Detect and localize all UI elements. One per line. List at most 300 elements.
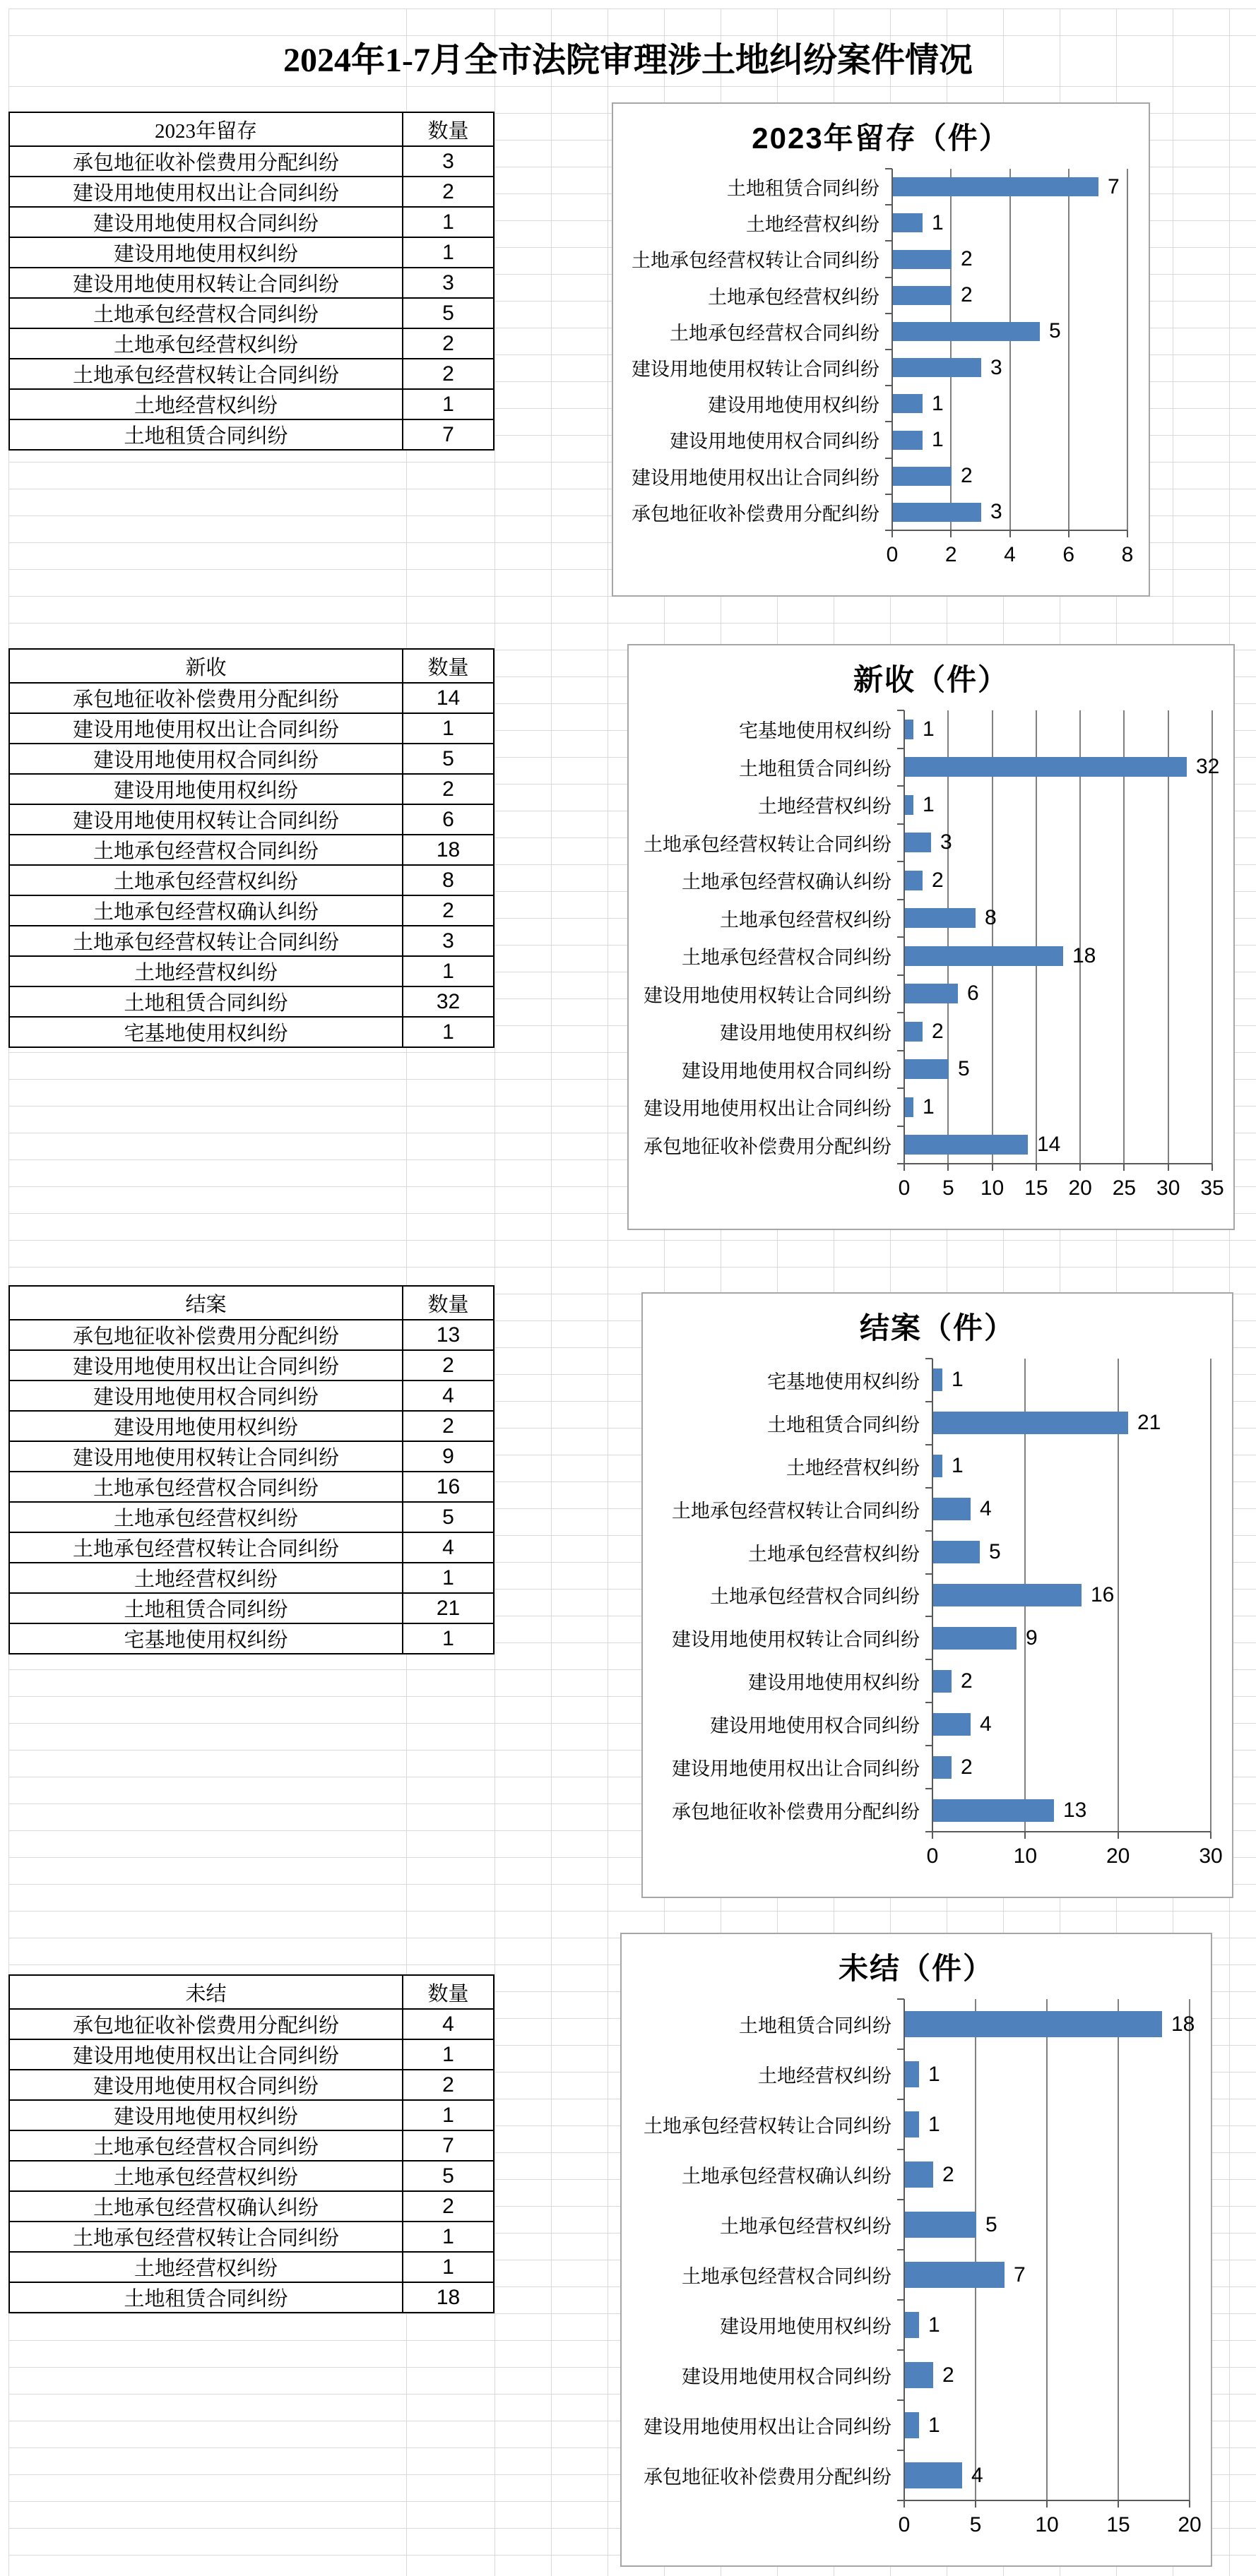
category-axis-tick	[885, 458, 892, 459]
case-type-cell[interactable]: 建设用地使用权合同纠纷	[9, 207, 403, 237]
x-axis-tick-label: 6	[1062, 543, 1075, 566]
category-label: 承包地征收补偿费用分配纠纷	[672, 1801, 920, 1823]
table-row	[9, 2039, 494, 2070]
category-axis-tick	[897, 2299, 904, 2301]
category-axis-tick	[925, 1358, 932, 1359]
bar[interactable]	[893, 467, 952, 486]
count-cell[interactable]: 1	[403, 956, 494, 986]
chart-title: 2023年留存（件）	[752, 121, 1010, 155]
bar-value-label: 2	[942, 2363, 954, 2387]
category-axis-tick	[897, 936, 904, 938]
category-label: 土地经营权纠纷	[786, 1457, 920, 1479]
x-axis-line	[892, 530, 1127, 531]
bar-value-label: 6	[967, 982, 979, 1006]
category-axis-tick	[897, 748, 904, 749]
bar-value-label: 3	[990, 355, 1002, 379]
bar[interactable]	[905, 2412, 919, 2438]
bar[interactable]	[933, 1368, 942, 1391]
bar[interactable]	[933, 1799, 1054, 1822]
bar[interactable]	[905, 984, 958, 1003]
x-axis-tick	[1118, 1832, 1119, 1839]
count-cell[interactable]: 4	[403, 1381, 494, 1411]
case-type-cell[interactable]: 土地承包经营权纠纷	[9, 1502, 403, 1532]
count-cell[interactable]: 4	[403, 2009, 494, 2039]
category-label: 承包地征收补偿费用分配纠纷	[644, 1135, 891, 1157]
x-axis-tick-label: 4	[1004, 543, 1016, 566]
bar-value-label: 1	[928, 2112, 940, 2136]
x-axis-tick	[1118, 2500, 1119, 2508]
bar[interactable]	[893, 250, 952, 269]
x-axis-tick	[1210, 1832, 1211, 1839]
bar[interactable]	[893, 394, 923, 413]
x-axis-tick-label: 25	[1112, 1176, 1137, 1200]
case-count-table	[8, 112, 494, 451]
count-header-cell[interactable]: 数量	[403, 112, 494, 146]
case-type-cell[interactable]: 建设用地使用权出让合同纠纷	[9, 2039, 403, 2070]
bar[interactable]	[905, 2362, 933, 2388]
case-type-cell[interactable]: 土地经营权纠纷	[9, 2252, 403, 2282]
category-axis-tick	[885, 385, 892, 386]
count-cell[interactable]: 3	[403, 268, 494, 298]
case-type-cell[interactable]: 建设用地使用权转让合同纠纷	[9, 1441, 403, 1472]
case-type-cell[interactable]: 建设用地使用权出让合同纠纷	[9, 713, 403, 744]
bar[interactable]	[905, 908, 976, 928]
count-cell[interactable]: 16	[403, 1472, 494, 1502]
bar[interactable]	[905, 2011, 1162, 2037]
case-type-cell[interactable]: 建设用地使用权转让合同纠纷	[9, 268, 403, 298]
count-cell[interactable]: 18	[403, 835, 494, 865]
bar[interactable]	[905, 2262, 1005, 2288]
category-axis-tick	[897, 1163, 904, 1164]
x-axis-tick-label: 0	[898, 1176, 911, 1200]
grid-vline	[494, 8, 495, 2576]
case-type-cell[interactable]: 建设用地使用权纠纷	[9, 1411, 403, 1441]
case-type-cell[interactable]: 宅基地使用权纠纷	[9, 1017, 403, 1047]
case-type-cell[interactable]: 土地承包经营权确认纠纷	[9, 895, 403, 926]
bar[interactable]	[933, 1498, 971, 1520]
table-row	[9, 1017, 494, 1047]
chart-new-cases[interactable]	[627, 644, 1235, 1230]
bar[interactable]	[933, 1455, 942, 1477]
category-axis-tick	[897, 1012, 904, 1013]
case-type-cell[interactable]: 建设用地使用权纠纷	[9, 237, 403, 268]
table-row	[9, 2100, 494, 2130]
table-row	[9, 774, 494, 804]
bar[interactable]	[905, 1059, 949, 1079]
count-cell[interactable]: 1	[403, 237, 494, 268]
table-row	[9, 2130, 494, 2161]
table-row	[9, 1350, 494, 1381]
category-axis-tick	[885, 530, 892, 531]
x-axis-tick	[1009, 530, 1011, 537]
count-cell[interactable]: 1	[403, 1623, 494, 1654]
category-label: 土地经营权纠纷	[758, 796, 891, 818]
x-axis-tick	[891, 530, 893, 537]
grid-hline	[8, 1911, 1256, 1912]
bar-value-label: 18	[1171, 2012, 1195, 2036]
table-row	[9, 2009, 494, 2039]
table-row	[9, 419, 494, 450]
category-axis-tick	[897, 785, 904, 787]
table-2023-leftover	[8, 112, 494, 451]
count-cell[interactable]: 14	[403, 683, 494, 713]
bar-value-label: 2	[932, 868, 944, 892]
category-axis-tick	[885, 313, 892, 314]
count-header-cell[interactable]: 数量	[403, 1286, 494, 1320]
case-type-cell[interactable]: 宅基地使用权纠纷	[9, 1623, 403, 1654]
chart-closed-cases[interactable]	[641, 1292, 1233, 1898]
x-axis-tick-label: 15	[1106, 2513, 1130, 2536]
table-row	[9, 865, 494, 895]
category-label: 土地承包经营权转让合同纠纷	[644, 2116, 891, 2137]
case-type-cell[interactable]: 土地承包经营权合同纠纷	[9, 2130, 403, 2161]
case-type-cell[interactable]: 承包地征收补偿费用分配纠纷	[9, 146, 403, 177]
case-type-cell[interactable]: 建设用地使用权合同纠纷	[9, 1381, 403, 1411]
bar-value-label: 1	[928, 2313, 940, 2337]
count-cell[interactable]: 13	[403, 1320, 494, 1350]
table-row	[9, 2222, 494, 2252]
case-type-cell[interactable]: 土地租赁合同纠纷	[9, 419, 403, 450]
table-row	[9, 1502, 494, 1532]
bar-value-label: 4	[971, 2463, 983, 2487]
case-type-cell[interactable]: 建设用地使用权转让合同纠纷	[9, 804, 403, 835]
bar[interactable]	[933, 1713, 971, 1736]
table-row	[9, 1381, 494, 1411]
table-pending-cases	[8, 1974, 494, 2313]
table-row	[9, 207, 494, 237]
category-axis-tick	[897, 2399, 904, 2401]
bar-value-label: 5	[1049, 319, 1061, 343]
case-type-cell[interactable]: 土地承包经营权合同纠纷	[9, 298, 403, 328]
category-label: 宅基地使用权纠纷	[767, 1371, 920, 1393]
bar[interactable]	[905, 2462, 962, 2488]
chart-title: 新收（件）	[853, 663, 1009, 696]
count-cell[interactable]: 9	[403, 1441, 494, 1472]
category-label: 建设用地使用权纠纷	[720, 1022, 891, 1044]
x-axis-tick-label: 10	[1035, 2513, 1059, 2536]
bar[interactable]	[905, 2161, 933, 2188]
count-cell[interactable]: 2	[403, 895, 494, 926]
category-axis-tick	[885, 421, 892, 422]
bar-value-label: 18	[1072, 943, 1096, 967]
table-row	[9, 683, 494, 713]
table-row	[9, 268, 494, 298]
table-row	[9, 177, 494, 207]
table-row	[9, 389, 494, 419]
count-cell[interactable]: 2	[403, 2070, 494, 2100]
count-cell[interactable]: 5	[403, 2161, 494, 2191]
chart-gridline	[1036, 710, 1037, 1164]
x-axis-tick-label: 20	[1068, 1176, 1092, 1200]
bar-value-label: 3	[940, 830, 952, 854]
bar-value-label: 2	[961, 283, 973, 307]
case-count-table	[8, 1285, 494, 1654]
case-type-cell[interactable]: 土地承包经营权转让合同纠纷	[9, 926, 403, 956]
bar-value-label: 2	[961, 246, 973, 270]
count-cell[interactable]: 1	[403, 2222, 494, 2252]
case-type-cell[interactable]: 土地租赁合同纠纷	[9, 986, 403, 1017]
table-row	[9, 359, 494, 389]
bar-value-label: 5	[958, 1057, 970, 1081]
case-type-cell[interactable]: 土地承包经营权转让合同纠纷	[9, 359, 403, 389]
bar[interactable]	[905, 2212, 976, 2238]
bar[interactable]	[905, 1022, 923, 1042]
x-axis-tick-label: 30	[1156, 1176, 1180, 1200]
bar-value-label: 1	[928, 2062, 940, 2086]
category-axis-tick	[897, 710, 904, 711]
bar[interactable]	[893, 358, 981, 377]
case-type-cell[interactable]: 建设用地使用权纠纷	[9, 774, 403, 804]
chart-gridline	[1168, 710, 1169, 1164]
bar-value-label: 3	[990, 500, 1002, 524]
x-axis-tick	[1211, 1164, 1213, 1171]
category-axis-tick	[897, 899, 904, 900]
bar-value-label: 14	[1037, 1133, 1061, 1157]
bar-value-label: 2	[961, 1755, 973, 1779]
count-cell[interactable]: 5	[403, 1502, 494, 1532]
bar-value-label: 8	[985, 906, 997, 930]
case-type-cell[interactable]: 建设用地使用权合同纠纷	[9, 2070, 403, 2100]
case-type-cell[interactable]: 建设用地使用权合同纠纷	[9, 744, 403, 774]
bar[interactable]	[893, 286, 952, 305]
chart-gridline	[1189, 1999, 1190, 2500]
category-label: 土地经营权纠纷	[758, 2065, 891, 2087]
category-axis-tick	[897, 1998, 904, 2000]
category-axis-tick	[925, 1659, 932, 1660]
table-row	[9, 804, 494, 835]
x-axis-tick-label: 5	[942, 1176, 954, 1200]
case-type-cell[interactable]: 土地租赁合同纠纷	[9, 1593, 403, 1623]
x-axis-tick-label: 15	[1024, 1176, 1048, 1200]
table-row	[9, 1623, 494, 1654]
bar[interactable]	[933, 1627, 1017, 1650]
bar[interactable]	[905, 946, 1063, 966]
bar[interactable]	[933, 1541, 980, 1563]
count-cell[interactable]: 18	[403, 2282, 494, 2313]
x-axis-tick	[975, 2500, 976, 2508]
x-axis-tick-label: 0	[898, 2513, 911, 2536]
table-row	[9, 2161, 494, 2191]
bar[interactable]	[893, 431, 923, 450]
table-row	[9, 1593, 494, 1623]
case-count-table	[8, 648, 494, 1048]
count-cell[interactable]: 2	[403, 359, 494, 389]
count-header-cell[interactable]: 数量	[403, 1975, 494, 2009]
category-label: 建设用地使用权合同纠纷	[710, 1715, 920, 1737]
count-cell[interactable]: 2	[403, 1350, 494, 1381]
case-type-cell[interactable]: 土地承包经营权合同纠纷	[9, 835, 403, 865]
category-label: 承包地征收补偿费用分配纠纷	[632, 503, 879, 525]
x-axis-tick	[992, 1164, 993, 1171]
case-type-cell[interactable]: 土地承包经营权确认纠纷	[9, 2191, 403, 2222]
category-axis-tick	[885, 204, 892, 205]
count-cell[interactable]: 5	[403, 298, 494, 328]
bar-value-label: 32	[1196, 755, 1220, 779]
count-cell[interactable]: 1	[403, 2039, 494, 2070]
bar[interactable]	[905, 2061, 919, 2087]
count-cell[interactable]: 1	[403, 1017, 494, 1047]
count-cell[interactable]: 1	[403, 207, 494, 237]
case-type-cell[interactable]: 建设用地使用权纠纷	[9, 2100, 403, 2130]
count-cell[interactable]: 8	[403, 865, 494, 895]
table-title-cell[interactable]: 未结	[9, 1975, 403, 2009]
case-count-table	[8, 1974, 494, 2313]
bar[interactable]	[905, 720, 913, 739]
category-label: 土地承包经营权合同纠纷	[710, 1586, 920, 1608]
count-cell[interactable]: 7	[403, 419, 494, 450]
category-axis-tick	[925, 1530, 932, 1532]
bar[interactable]	[933, 1412, 1128, 1434]
table-title-cell[interactable]: 新收	[9, 649, 403, 683]
bar[interactable]	[905, 757, 1187, 777]
table-title-cell[interactable]: 结案	[9, 1286, 403, 1320]
category-axis-tick	[925, 1616, 932, 1617]
table-row	[9, 146, 494, 177]
category-axis-tick	[925, 1401, 932, 1402]
case-type-cell[interactable]: 土地经营权纠纷	[9, 1563, 403, 1593]
count-cell[interactable]: 32	[403, 986, 494, 1017]
table-row	[9, 926, 494, 956]
category-label: 土地承包经营权纠纷	[748, 1543, 920, 1565]
category-label: 建设用地使用权纠纷	[708, 395, 879, 417]
bar[interactable]	[905, 833, 931, 852]
category-label: 建设用地使用权合同纠纷	[670, 431, 879, 453]
chart-gridline	[1118, 1999, 1119, 2500]
count-cell[interactable]: 2	[403, 774, 494, 804]
table-row	[9, 1441, 494, 1472]
bar[interactable]	[893, 322, 1040, 341]
count-cell[interactable]: 2	[403, 177, 494, 207]
chart-gridline	[1127, 169, 1128, 530]
bar[interactable]	[905, 2312, 919, 2338]
category-label: 建设用地使用权转让合同纠纷	[632, 359, 879, 381]
bar[interactable]	[905, 2111, 919, 2137]
count-cell[interactable]: 1	[403, 713, 494, 744]
chart-pending-cases[interactable]	[620, 1933, 1212, 2567]
grid-hline	[8, 1240, 1256, 1241]
bar-value-label: 1	[932, 391, 944, 415]
case-type-cell[interactable]: 土地承包经营权纠纷	[9, 2161, 403, 2191]
x-axis-tick	[947, 1164, 949, 1171]
table-row	[9, 835, 494, 865]
table-title-cell[interactable]: 2023年留存	[9, 112, 403, 146]
x-axis-tick-label: 0	[926, 1844, 939, 1868]
bar[interactable]	[893, 213, 923, 232]
count-cell[interactable]: 4	[403, 1532, 494, 1563]
category-axis-tick	[897, 2450, 904, 2451]
table-row	[9, 328, 494, 359]
case-type-cell[interactable]: 土地承包经营权纠纷	[9, 865, 403, 895]
bar[interactable]	[905, 1097, 913, 1117]
count-header-cell[interactable]: 数量	[403, 649, 494, 683]
table-row	[9, 237, 494, 268]
category-label: 建设用地使用权转让合同纠纷	[644, 984, 891, 1006]
count-cell[interactable]: 1	[403, 389, 494, 419]
table-row	[9, 2252, 494, 2282]
bar-value-label: 16	[1091, 1582, 1115, 1606]
category-label: 土地租赁合同纠纷	[727, 178, 879, 200]
x-axis-tick	[1168, 1164, 1169, 1171]
bar[interactable]	[905, 1135, 1028, 1155]
category-axis-tick	[925, 1487, 932, 1489]
case-type-cell[interactable]: 土地经营权纠纷	[9, 389, 403, 419]
bar-value-label: 1	[932, 427, 944, 451]
case-type-cell[interactable]: 土地承包经营权转让合同纠纷	[9, 1532, 403, 1563]
count-cell[interactable]: 2	[403, 2191, 494, 2222]
category-label: 建设用地使用权出让合同纠纷	[672, 1758, 920, 1780]
category-label: 土地经营权纠纷	[746, 214, 879, 236]
bar[interactable]	[893, 503, 981, 522]
case-type-cell[interactable]: 建设用地使用权出让合同纠纷	[9, 1350, 403, 1381]
x-axis-tick	[932, 1832, 933, 1839]
chart-2023-leftover[interactable]	[612, 102, 1150, 597]
case-type-cell[interactable]: 建设用地使用权出让合同纠纷	[9, 177, 403, 207]
case-type-cell[interactable]: 承包地征收补偿费用分配纠纷	[9, 1320, 403, 1350]
case-type-cell[interactable]: 土地租赁合同纠纷	[9, 2282, 403, 2313]
bar[interactable]	[893, 177, 1098, 196]
count-cell[interactable]: 6	[403, 804, 494, 835]
bar-value-label: 1	[923, 792, 935, 816]
case-type-cell[interactable]: 土地承包经营权合同纠纷	[9, 1472, 403, 1502]
case-type-cell[interactable]: 土地承包经营权纠纷	[9, 328, 403, 359]
table-row	[9, 1563, 494, 1593]
category-label: 建设用地使用权出让合同纠纷	[644, 2416, 891, 2438]
bar[interactable]	[933, 1670, 952, 1693]
category-axis-tick	[897, 2099, 904, 2100]
case-type-cell[interactable]: 土地承包经营权转让合同纠纷	[9, 2222, 403, 2252]
case-type-cell[interactable]: 承包地征收补偿费用分配纠纷	[9, 2009, 403, 2039]
chart-gridline	[975, 1999, 976, 2500]
count-cell[interactable]: 3	[403, 926, 494, 956]
x-axis-tick	[1189, 2500, 1190, 2508]
grid-vline	[551, 8, 552, 2576]
category-axis-tick	[925, 1702, 932, 1703]
category-label: 建设用地使用权合同纠纷	[682, 1060, 891, 1082]
category-axis-tick	[897, 2149, 904, 2150]
count-cell[interactable]: 1	[403, 2252, 494, 2282]
bar-value-label: 2	[932, 1019, 944, 1043]
bar[interactable]	[933, 1756, 952, 1779]
category-axis-tick	[925, 1573, 932, 1575]
x-axis-tick	[904, 2500, 905, 2508]
case-type-cell[interactable]: 承包地征收补偿费用分配纠纷	[9, 683, 403, 713]
bar-value-label: 9	[1026, 1626, 1038, 1650]
count-cell[interactable]: 1	[403, 2100, 494, 2130]
table-row	[9, 298, 494, 328]
count-cell[interactable]: 2	[403, 1411, 494, 1441]
grid-hline	[8, 86, 1256, 87]
count-cell[interactable]: 7	[403, 2130, 494, 2161]
bar[interactable]	[933, 1584, 1082, 1606]
category-label: 土地承包经营权合同纠纷	[670, 322, 879, 344]
chart-gridline	[1210, 1359, 1211, 1832]
count-cell[interactable]: 5	[403, 744, 494, 774]
bar[interactable]	[905, 795, 913, 815]
bar-value-label: 5	[985, 2212, 997, 2236]
count-cell[interactable]: 2	[403, 328, 494, 359]
x-axis-tick	[950, 530, 952, 537]
count-cell[interactable]: 3	[403, 146, 494, 177]
bar-value-label: 4	[980, 1712, 992, 1736]
x-axis-tick-label: 20	[1178, 2513, 1202, 2536]
category-axis-tick	[897, 2249, 904, 2250]
case-type-cell[interactable]: 土地经营权纠纷	[9, 956, 403, 986]
count-cell[interactable]: 1	[403, 1563, 494, 1593]
count-cell[interactable]: 21	[403, 1593, 494, 1623]
category-label: 建设用地使用权转让合同纠纷	[672, 1629, 920, 1651]
table-closed-cases	[8, 1285, 494, 1654]
bar[interactable]	[905, 871, 923, 890]
